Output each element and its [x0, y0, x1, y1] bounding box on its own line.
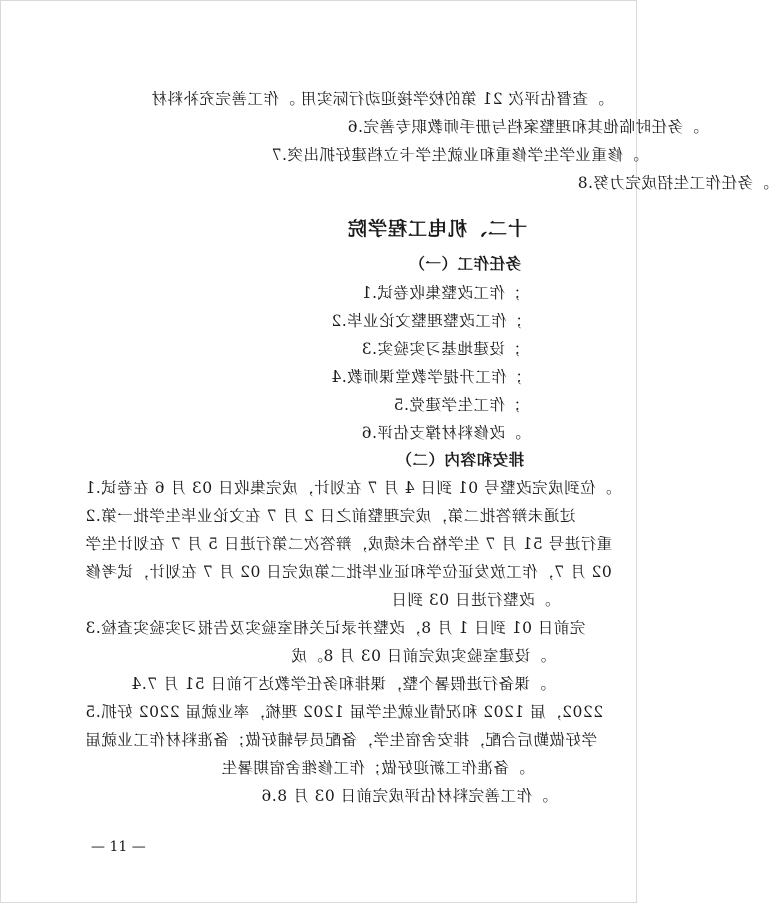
task-item: 2.毕业论文整理整改工作； [331, 312, 523, 330]
schedule-line: 学生计划在 7 月 5 日进行第二次答辩，成绩未合格学生 7 月 15 号进行重 [85, 535, 613, 553]
schedule-line: 1.试卷在 6 月 30 日收集完成，计划在 7 月 4 日到 10 号整改完成到位。 [85, 479, 612, 497]
schedule-line: 届就业工作材料准备；做好辅导员配备，学生宿舍安排，配合后勤做好学 [85, 731, 598, 749]
sub-title-schedule: （二）内容和安排 [396, 450, 525, 469]
schedule-line: 6.8 月 30 日前完成评估材料完善工作。 [261, 787, 549, 805]
task-item: 6.评估支撑材料修改。 [361, 424, 521, 442]
schedule-line: 修考试，计划在 7 月 20 日完成第二批毕业证和学位证发放工作，7 月 20 [85, 563, 612, 581]
schedule-line: 3.检查实验实习报告及实验室相关记录并整改，8 月 1 日到 10 日前完 [85, 619, 586, 637]
sub-title-tasks: （一）工作任务 [408, 254, 521, 273]
task-item: 4.教师课堂教学提升工作； [331, 368, 523, 386]
schedule-line: 成。8 月 30 日前完成实验室建设。 [291, 647, 547, 665]
task-item: 3.实验实习基地建设； [361, 340, 521, 358]
schedule-line: 日到 30 日进行整改。 [391, 591, 551, 609]
body-line: 材料补充完善工作。 用实际行动迎接学校的第 12 次评估督查。 [151, 90, 605, 108]
body-line: 7.突出抓好建档立卡学生就业和重修学生学业重修。 [271, 146, 639, 164]
schedule-line: 4.7 月 15 日前下达教学任务和排课，整个暑假进行备课。 [131, 675, 547, 693]
body-line: 6.完善专职教师手册与档案整理和其他临时任务。 [347, 118, 699, 136]
task-item: 1.试卷收集整改工作； [361, 284, 521, 302]
schedule-line: 5.抓好 2022 届就业率，梳理 2021 届学生就业情况和 2021 届，2022 [85, 703, 604, 721]
schedule-line: 2.第一批学生毕业论文在 7 月 2 日之前整理完成，第二批答辩未通过 [85, 507, 576, 525]
page-number: — 11 — [91, 839, 146, 855]
body-line: 8.努力完成招生工作任务。 [577, 174, 769, 192]
section-title: 十二、机电工程学院 [346, 218, 527, 240]
task-item: 5.党建学生工作； [393, 396, 521, 414]
schedule-line: 生暑期宿舍维修工作；做好迎新工作准备。 [221, 759, 526, 777]
